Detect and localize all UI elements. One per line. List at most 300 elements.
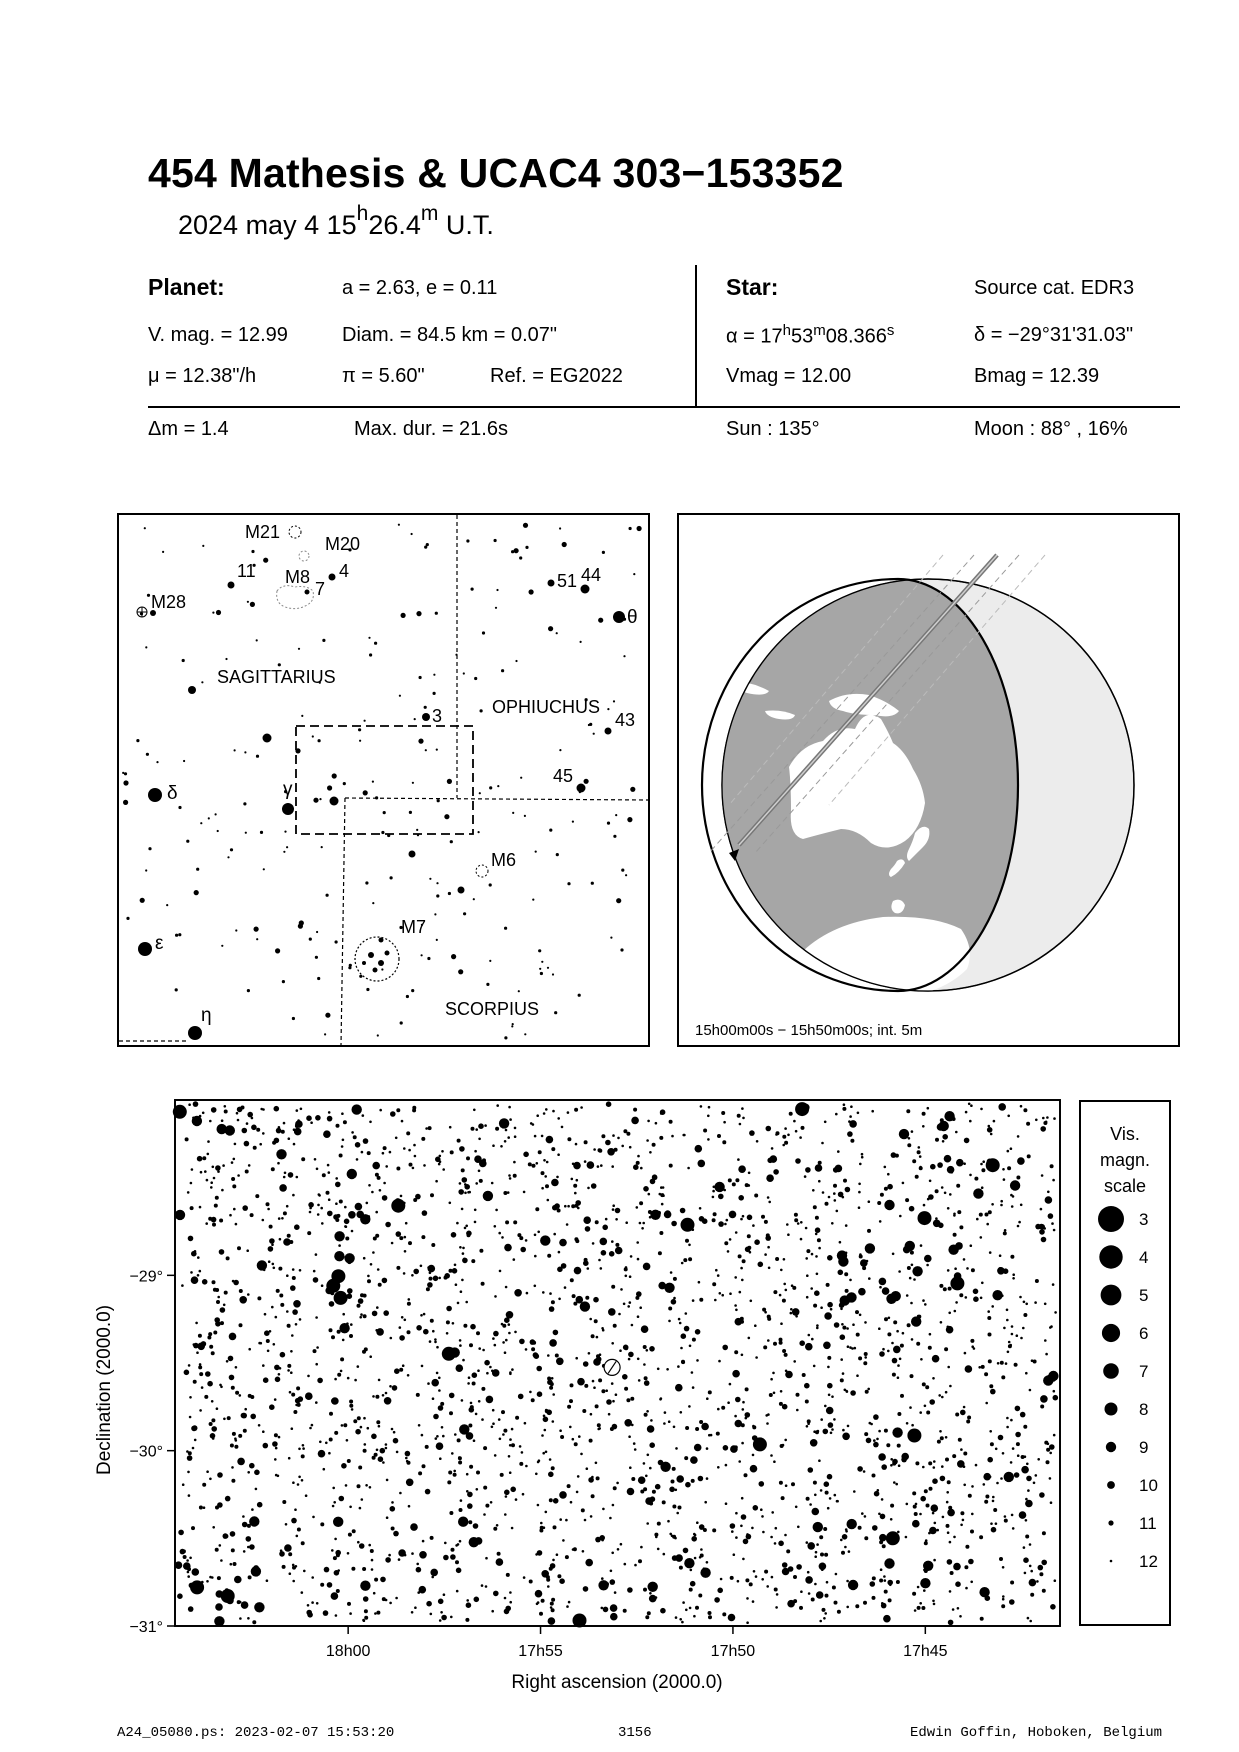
detail-star: [575, 1143, 578, 1146]
detail-star: [529, 1391, 532, 1394]
detail-star: [229, 1333, 237, 1341]
detail-star: [273, 1267, 276, 1270]
legend-title-line: Vis.: [1110, 1124, 1140, 1144]
detail-star: [637, 1258, 640, 1261]
detail-star: [228, 1356, 234, 1362]
detail-star: [253, 1146, 257, 1150]
detail-star: [608, 1308, 616, 1316]
detail-star: [593, 1297, 599, 1303]
detail-star: [573, 1184, 577, 1188]
detail-star: [519, 1445, 522, 1448]
detail-star: [399, 1492, 402, 1495]
detail-star: [695, 1329, 701, 1335]
detail-star: [557, 1117, 560, 1120]
detail-star: [1010, 1419, 1013, 1422]
detail-star: [824, 1481, 830, 1487]
detail-star: [493, 1591, 499, 1597]
detail-star: [360, 1293, 364, 1297]
detail-star: [764, 1253, 767, 1256]
detail-star: [266, 1202, 270, 1206]
detail-star: [847, 1345, 850, 1348]
detail-star: [822, 1191, 825, 1194]
detail-star: [657, 1211, 661, 1215]
finder-star: [518, 990, 520, 992]
detail-star: [574, 1108, 578, 1112]
detail-star: [408, 1298, 411, 1301]
detail-star: [813, 1205, 817, 1209]
detail-star: [939, 1121, 949, 1131]
finder-star: [433, 692, 436, 695]
detail-star: [292, 1481, 295, 1484]
detail-star: [902, 1332, 905, 1335]
detail-star: [1039, 1229, 1045, 1235]
detail-star: [234, 1576, 242, 1584]
finder-star: [359, 740, 361, 742]
detail-star: [336, 1553, 340, 1557]
detail-star: [914, 1609, 917, 1612]
detail-star: [333, 1517, 343, 1527]
finder-star: [145, 646, 147, 648]
detail-star: [483, 1191, 493, 1201]
detail-star: [716, 1432, 720, 1436]
detail-star: [776, 1131, 780, 1135]
detail-star: [963, 1452, 967, 1456]
detail-star: [478, 1123, 484, 1129]
legend-magnitude-label: 8: [1139, 1400, 1149, 1419]
detail-star: [396, 1231, 402, 1237]
detail-star: [572, 1438, 575, 1441]
detail-star: [197, 1156, 203, 1162]
detail-star: [596, 1336, 599, 1339]
detail-star: [679, 1618, 682, 1621]
detail-star: [628, 1435, 631, 1438]
finder-star: [260, 831, 263, 834]
detail-star: [879, 1286, 882, 1289]
detail-star: [879, 1579, 883, 1583]
detail-star: [404, 1319, 407, 1322]
detail-star: [376, 1420, 380, 1424]
detail-star: [231, 1548, 235, 1552]
detail-star: [482, 1158, 486, 1162]
detail-star: [215, 1196, 219, 1200]
detail-star: [493, 1527, 497, 1531]
detail-star: [726, 1219, 729, 1222]
detail-star: [691, 1536, 697, 1542]
detail-star: [334, 1538, 337, 1541]
detail-star: [935, 1138, 939, 1142]
detail-star: [191, 1426, 197, 1432]
detail-star: [909, 1406, 912, 1409]
magnitude-legend-svg: [1081, 1102, 1169, 1624]
detail-star: [427, 1282, 433, 1288]
finder-star: [381, 831, 384, 834]
detail-star: [564, 1205, 567, 1208]
detail-star: [269, 1225, 273, 1229]
detail-star: [649, 1346, 655, 1352]
detail-star: [909, 1206, 915, 1212]
detail-star: [643, 1345, 647, 1349]
detail-star: [376, 1328, 384, 1336]
detail-star: [308, 1202, 314, 1208]
detail-star: [918, 1146, 921, 1149]
detail-star: [905, 1536, 908, 1539]
detail-star: [382, 1152, 385, 1155]
detail-star: [906, 1294, 909, 1297]
detail-star: [664, 1283, 674, 1293]
detail-star: [795, 1158, 801, 1164]
detail-star: [501, 1323, 504, 1326]
detail-star: [824, 1612, 827, 1615]
detail-star: [970, 1339, 974, 1343]
detail-star: [307, 1612, 313, 1618]
detail-star: [491, 1610, 494, 1613]
detail-star: [469, 1343, 473, 1347]
detail-star: [481, 1282, 485, 1286]
detail-star: [650, 1179, 656, 1185]
detail-star: [268, 1246, 274, 1252]
detail-star: [818, 1161, 822, 1165]
detail-star: [799, 1606, 803, 1610]
detail-star: [186, 1450, 189, 1453]
detail-star: [1044, 1303, 1047, 1306]
detail-star: [600, 1164, 603, 1167]
detail-star: [806, 1541, 809, 1544]
detail-star: [627, 1305, 630, 1308]
detail-star: [669, 1487, 675, 1493]
detail-star: [458, 1189, 464, 1195]
detail-star: [449, 1511, 453, 1515]
detail-star: [878, 1327, 881, 1330]
detail-star: [717, 1134, 721, 1138]
detail-star: [401, 1120, 404, 1123]
detail-star: [202, 1156, 206, 1160]
finder-star: [182, 659, 185, 662]
detail-star: [738, 1165, 746, 1173]
detail-star: [836, 1500, 839, 1503]
detail-star: [886, 1443, 890, 1447]
detail-star: [712, 1218, 716, 1222]
detail-star: [254, 1470, 260, 1476]
boundary-line: [341, 798, 345, 1045]
detail-star: [968, 1559, 974, 1565]
detail-star: [1005, 1362, 1008, 1365]
detail-star: [691, 1371, 694, 1374]
detail-star: [545, 1184, 549, 1188]
detail-star: [837, 1150, 840, 1153]
finder-star: [313, 798, 318, 803]
detail-star: [624, 1267, 628, 1271]
detail-star: [744, 1473, 748, 1477]
label-theta: θ: [627, 607, 638, 628]
detail-star: [256, 1128, 260, 1132]
detail-star: [552, 1420, 555, 1423]
finder-star: [243, 802, 246, 805]
legend-magnitude-label: 3: [1139, 1210, 1149, 1229]
detail-star: [511, 1527, 514, 1530]
detail-star: [917, 1606, 921, 1610]
detail-star: [985, 1595, 991, 1601]
detail-star: [454, 1264, 457, 1267]
detail-star: [247, 1546, 250, 1549]
detail-star: [628, 1358, 631, 1361]
detail-star: [876, 1438, 879, 1441]
detail-star: [529, 1580, 533, 1584]
label-m7: M7: [401, 917, 427, 937]
detail-star: [300, 1108, 303, 1111]
detail-star: [756, 1140, 759, 1143]
detail-star: [861, 1153, 864, 1156]
detail-star: [673, 1277, 677, 1281]
detail-star: [558, 1298, 561, 1301]
detail-star: [782, 1144, 785, 1147]
detail-star: [272, 1263, 275, 1266]
detail-star: [996, 1482, 999, 1485]
detail-star: [432, 1397, 435, 1400]
detail-star: [415, 1194, 421, 1200]
finder-star: [448, 892, 451, 895]
finder-star: [419, 676, 422, 679]
detail-star: [556, 1176, 559, 1179]
detail-star: [233, 1208, 236, 1211]
detail-star: [587, 1267, 590, 1270]
detail-star: [357, 1365, 360, 1368]
detail-star: [941, 1396, 944, 1399]
detail-star: [922, 1112, 926, 1116]
finder-star: [175, 934, 178, 937]
detail-star: [591, 1476, 594, 1479]
detail-star: [643, 1487, 647, 1491]
detail-star: [215, 1165, 221, 1171]
detail-star: [280, 1352, 286, 1358]
detail-star: [940, 1436, 944, 1440]
detail-star: [704, 1501, 707, 1504]
detail-star: [642, 1222, 645, 1225]
detail-star: [396, 1266, 400, 1270]
detail-star: [429, 1340, 432, 1343]
detail-star: [765, 1235, 771, 1241]
detail-star: [287, 1369, 290, 1372]
detail-star: [367, 1151, 371, 1155]
x-tick-label: 17h45: [903, 1643, 948, 1660]
label-7: 7: [315, 579, 326, 599]
detail-star: [551, 1377, 554, 1380]
detail-star: [786, 1549, 790, 1553]
detail-star: [577, 1207, 580, 1210]
detail-star: [1002, 1598, 1005, 1601]
detail-star: [466, 1599, 469, 1602]
detail-star: [363, 1449, 367, 1453]
detail-star: [771, 1576, 774, 1579]
detail-star: [725, 1464, 728, 1467]
detail-star: [390, 1111, 396, 1117]
detail-star: [1000, 1361, 1004, 1365]
finder-star: [436, 939, 438, 941]
m7-star: [362, 961, 366, 965]
detail-star: [279, 1367, 282, 1370]
detail-star: [438, 1389, 441, 1392]
detail-star: [910, 1302, 913, 1305]
detail-star: [815, 1216, 819, 1220]
finder-star: [298, 648, 300, 650]
detail-star: [292, 1566, 296, 1570]
detail-star: [360, 1581, 370, 1591]
detail-star: [960, 1462, 964, 1466]
detail-star: [1010, 1581, 1014, 1585]
detail-star: [834, 1199, 837, 1202]
finder-star: [512, 1023, 514, 1025]
detail-star: [382, 1195, 388, 1201]
detail-star: [438, 1277, 441, 1280]
detail-star: [969, 1174, 972, 1177]
detail-star: [1053, 1434, 1056, 1437]
detail-star: [574, 1237, 578, 1241]
detail-star: [1023, 1301, 1026, 1304]
detail-star: [964, 1565, 968, 1569]
detail-star: [911, 1130, 914, 1133]
detail-star: [699, 1207, 702, 1210]
detail-star: [717, 1408, 720, 1411]
finder-star: [421, 954, 423, 956]
detail-star: [833, 1192, 836, 1195]
detail-star: [1050, 1604, 1056, 1610]
detail-star: [383, 1310, 389, 1316]
globe-panel: [677, 513, 1180, 1047]
detail-star: [551, 1466, 555, 1470]
star-7: [305, 590, 310, 595]
detail-star: [858, 1183, 861, 1186]
detail-star: [535, 1473, 538, 1476]
detail-star: [1021, 1466, 1029, 1474]
detail-star: [565, 1519, 568, 1522]
detail-star: [1003, 1327, 1006, 1330]
detail-star: [231, 1479, 235, 1483]
detail-star: [369, 1486, 372, 1489]
detail-star: [311, 1576, 314, 1579]
detail-star: [1037, 1458, 1040, 1461]
detail-star: [669, 1120, 673, 1124]
detail-star: [720, 1578, 723, 1581]
detail-star: [380, 1577, 386, 1583]
detail-star: [689, 1607, 692, 1610]
detail-star: [890, 1458, 893, 1461]
star-ra-min: 53: [790, 325, 814, 348]
detail-star: [978, 1366, 981, 1369]
detail-star: [625, 1221, 628, 1224]
star-4: [329, 574, 336, 581]
detail-star: [211, 1351, 215, 1355]
detail-star: [598, 1259, 601, 1262]
detail-star: [827, 1356, 831, 1360]
detail-star: [584, 1140, 588, 1144]
event-datetime: [178, 202, 494, 241]
detail-star: [693, 1615, 696, 1618]
detail-star: [844, 1272, 848, 1276]
detail-star: [989, 1384, 993, 1388]
detail-chart: [70, 1090, 1180, 1693]
detail-star: [751, 1527, 754, 1530]
detail-star: [543, 1159, 546, 1162]
detail-star: [714, 1597, 720, 1603]
star-ra-sec: 08.366: [825, 325, 887, 348]
detail-star: [752, 1454, 755, 1457]
finder-star: [227, 856, 229, 858]
detail-star: [947, 1480, 951, 1484]
detail-star: [216, 1300, 220, 1304]
detail-star: [569, 1399, 573, 1403]
detail-star: [565, 1555, 569, 1559]
detail-star: [1031, 1359, 1034, 1362]
detail-star: [820, 1418, 823, 1421]
detail-star: [355, 1203, 363, 1211]
detail-star: [767, 1339, 770, 1342]
detail-star: [288, 1552, 292, 1556]
detail-star: [293, 1410, 297, 1414]
detail-star: [913, 1523, 916, 1526]
table-divider-vertical: [695, 265, 697, 408]
detail-star: [807, 1571, 810, 1574]
detail-star: [828, 1196, 831, 1199]
finder-star: [325, 1013, 330, 1018]
detail-star: [770, 1155, 778, 1163]
detail-star: [892, 1373, 896, 1377]
detail-star: [740, 1218, 743, 1221]
detail-star: [337, 1373, 341, 1377]
star-44: [581, 585, 590, 594]
detail-star: [1046, 1116, 1049, 1119]
detail-star: [991, 1305, 994, 1308]
detail-star: [922, 1125, 925, 1128]
detail-star: [396, 1167, 400, 1171]
detail-star: [234, 1143, 237, 1146]
detail-star: [1046, 1460, 1050, 1464]
detail-star: [566, 1223, 569, 1226]
detail-star: [519, 1339, 525, 1345]
detail-star: [766, 1174, 774, 1182]
detail-star: [920, 1578, 930, 1588]
detail-star: [405, 1451, 411, 1457]
finder-star: [538, 949, 541, 952]
detail-star: [971, 1485, 974, 1488]
detail-star: [453, 1473, 457, 1477]
detail-star: [816, 1591, 824, 1599]
detail-star: [855, 1310, 859, 1314]
detail-star: [465, 1225, 468, 1228]
detail-star: [1039, 1572, 1043, 1576]
detail-star: [427, 1382, 430, 1385]
detail-star: [880, 1514, 886, 1520]
detail-star: [816, 1273, 819, 1276]
detail-star: [808, 1592, 811, 1595]
detail-star: [742, 1117, 745, 1120]
detail-star: [827, 1507, 830, 1510]
detail-star: [813, 1522, 823, 1532]
detail-star: [1029, 1543, 1032, 1546]
detail-star: [328, 1111, 331, 1114]
detail-star: [842, 1433, 850, 1441]
detail-star: [859, 1314, 862, 1317]
detail-star: [729, 1211, 737, 1219]
detail-star: [692, 1228, 695, 1231]
detail-star: [533, 1352, 539, 1358]
detail-star: [368, 1215, 371, 1218]
detail-star: [201, 1386, 204, 1389]
detail-star: [492, 1422, 495, 1425]
detail-star: [234, 1437, 237, 1440]
detail-star: [737, 1158, 740, 1161]
detail-star: [559, 1429, 562, 1432]
detail-star: [417, 1591, 420, 1594]
detail-star: [649, 1467, 652, 1470]
